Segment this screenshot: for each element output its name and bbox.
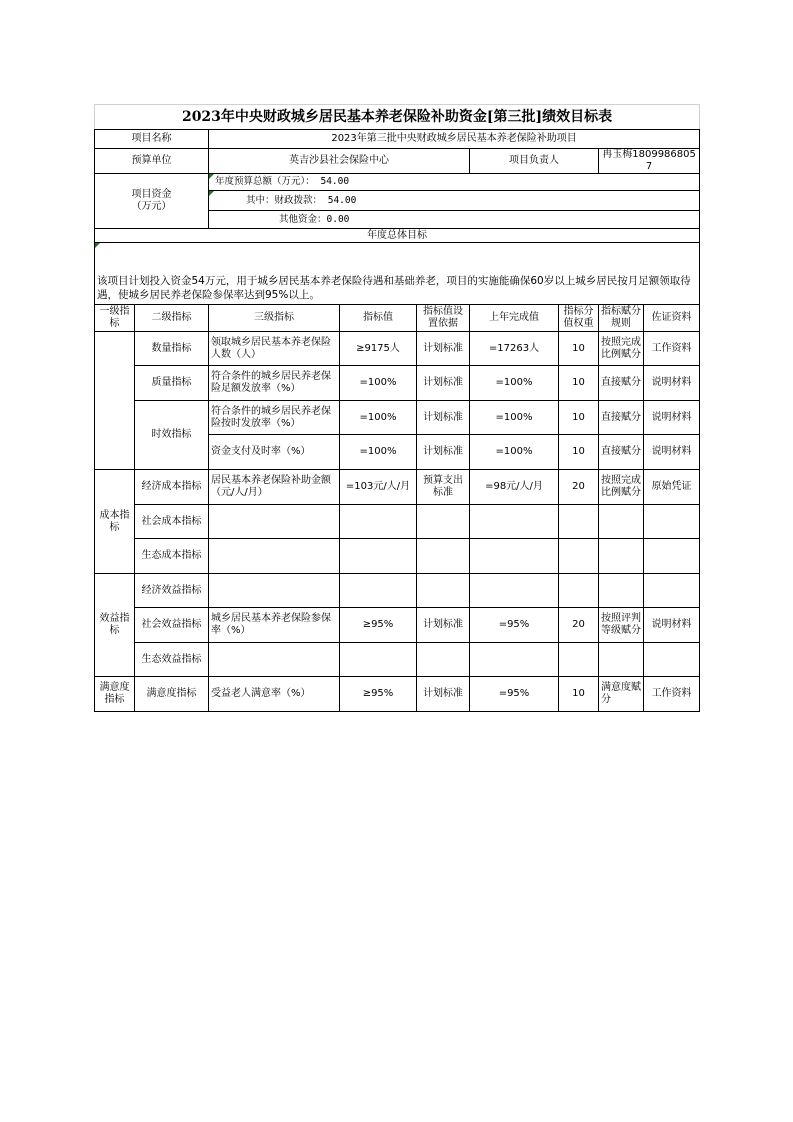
- empty-cell: [470, 643, 559, 677]
- indicator-name: 城乡居民基本养老保险参保率（%）: [209, 608, 340, 643]
- indicator-name: 居民基本养老保险补助金额（元/人/月）: [209, 470, 340, 505]
- header-level2: 二级指标: [135, 305, 209, 332]
- annual-goal-text-cell: [95, 243, 700, 305]
- level2-social-cost: 社会成本指标: [135, 505, 209, 539]
- empty-cell: [209, 505, 340, 539]
- empty-cell: [559, 574, 599, 608]
- header-value: 指标值: [340, 305, 417, 332]
- cell-comment-marker: [209, 191, 214, 196]
- level2-econ-benefit: 经济效益指标: [135, 574, 209, 608]
- indicator-weight: 10: [559, 332, 599, 366]
- header-last-year: 上年完成值: [470, 305, 559, 332]
- empty-cell: [599, 643, 644, 677]
- indicator-value: =100%: [340, 435, 417, 470]
- indicator-rule: 按照完成比例赋分: [599, 332, 644, 366]
- level1-benefit: 效益指标: [95, 574, 135, 677]
- indicator-last-year: =95%: [470, 608, 559, 643]
- empty-cell: [559, 505, 599, 539]
- performance-table: [94, 104, 700, 712]
- indicator-basis: 计划标准: [417, 332, 470, 366]
- indicator-basis: 计划标准: [417, 435, 470, 470]
- indicator-value: ≥95%: [340, 608, 417, 643]
- indicator-name: 符合条件的城乡居民养老保险足额发放率（%）: [209, 366, 340, 401]
- indicator-value: =103元/人/月: [340, 470, 417, 505]
- indicator-last-year: =95%: [470, 677, 559, 712]
- empty-cell: [340, 539, 417, 574]
- project-owner-label: 项目负责人: [470, 149, 599, 174]
- budget-unit-label: 预算单位: [95, 149, 209, 174]
- funds-fiscal-row: [209, 191, 700, 211]
- indicator-basis: 计划标准: [417, 608, 470, 643]
- empty-cell: [209, 574, 340, 608]
- header-basis: 指标值设置依据: [417, 305, 470, 332]
- funds-total-row: [209, 174, 700, 191]
- indicator-name: 资金支付及时率（%）: [209, 435, 340, 470]
- empty-cell: [559, 539, 599, 574]
- level1-satisfaction: 满意度指标: [95, 677, 135, 712]
- indicator-value: ≥9175人: [340, 332, 417, 366]
- indicator-value: =100%: [340, 401, 417, 435]
- empty-cell: [209, 643, 340, 677]
- indicator-rule: 满意度赋分: [599, 677, 644, 712]
- funds-fiscal: 其中：财政拨款： 54.00: [246, 194, 357, 206]
- cell-comment-marker: [209, 174, 214, 179]
- level2-timeliness: 时效指标: [135, 401, 209, 470]
- indicator-last-year: =98元/人/月: [470, 470, 559, 505]
- indicator-rule: 按照完成比例赋分: [599, 470, 644, 505]
- indicator-evidence: 工作资料: [644, 332, 700, 366]
- indicator-value: =100%: [340, 366, 417, 401]
- indicator-last-year: =100%: [470, 401, 559, 435]
- performance-target-sheet: [94, 104, 699, 712]
- empty-cell: [417, 505, 470, 539]
- funds-total: 年度预算总额（万元）： 54.00: [215, 176, 350, 187]
- indicator-last-year: =100%: [470, 366, 559, 401]
- empty-cell: [599, 574, 644, 608]
- empty-cell: [470, 505, 559, 539]
- level2-eco-cost: 生态成本指标: [135, 539, 209, 574]
- indicator-last-year: =100%: [470, 435, 559, 470]
- project-name-label: 项目名称: [95, 130, 209, 149]
- empty-cell: [470, 539, 559, 574]
- indicator-weight: 10: [559, 435, 599, 470]
- indicator-rule: 直接赋分: [599, 366, 644, 401]
- empty-cell: [644, 505, 700, 539]
- indicator-evidence: 说明材料: [644, 401, 700, 435]
- level1-output: [95, 332, 135, 470]
- level2-quantity: 数量指标: [135, 332, 209, 366]
- indicator-basis: 计划标准: [417, 401, 470, 435]
- empty-cell: [599, 505, 644, 539]
- indicator-rule: 直接赋分: [599, 401, 644, 435]
- cell-comment-marker: [95, 243, 100, 248]
- level2-econ-cost: 经济成本指标: [135, 470, 209, 505]
- indicator-weight: 10: [559, 366, 599, 401]
- project-funds-label: 项目资金 （万元）: [95, 174, 209, 229]
- empty-cell: [340, 505, 417, 539]
- annual-goal-label: 年度总体目标: [95, 229, 700, 243]
- level1-cost: 成本指标: [95, 470, 135, 574]
- annual-goal-text: 该项目计划投入资金54万元，用于城乡居民基本养老保险待遇和基础养老，项目的实施能确保60岁以上城乡居民按月足额领取待遇，使城乡居民养老保险参保率达到95%以上。: [97, 275, 691, 301]
- empty-cell: [417, 574, 470, 608]
- page-title: 2023年中央财政城乡居民基本养老保险补助资金[第三批]绩效目标表: [95, 105, 700, 130]
- funds-other-row: [209, 211, 700, 229]
- empty-cell: [417, 643, 470, 677]
- indicator-basis: 计划标准: [417, 677, 470, 712]
- empty-cell: [340, 643, 417, 677]
- empty-cell: [340, 574, 417, 608]
- indicator-rule: 按照评判等级赋分: [599, 608, 644, 643]
- project-owner: 冉玉梅18099868057: [599, 149, 700, 174]
- level2-social-benefit: 社会效益指标: [135, 608, 209, 643]
- indicator-weight: 20: [559, 608, 599, 643]
- indicator-basis: 计划标准: [417, 366, 470, 401]
- indicator-name: 受益老人满意率（%）: [209, 677, 340, 712]
- header-level3: 三级指标: [209, 305, 340, 332]
- indicator-weight: 10: [559, 401, 599, 435]
- indicator-evidence: 说明材料: [644, 435, 700, 470]
- indicator-evidence: 说明材料: [644, 608, 700, 643]
- indicator-value: ≥95%: [340, 677, 417, 712]
- empty-cell: [644, 539, 700, 574]
- level2-eco-benefit: 生态效益指标: [135, 643, 209, 677]
- indicator-weight: 20: [559, 470, 599, 505]
- funds-other: 其他资金：0.00: [279, 213, 350, 225]
- indicator-basis: 预算支出标准: [417, 470, 470, 505]
- indicator-evidence: 原始凭证: [644, 470, 700, 505]
- indicator-name: 符合条件的城乡居民养老保险按时发放率（%）: [209, 401, 340, 435]
- indicator-evidence: 说明材料: [644, 366, 700, 401]
- indicator-evidence: 工作资料: [644, 677, 700, 712]
- indicator-last-year: =17263人: [470, 332, 559, 366]
- header-rule: 指标赋分规则: [599, 305, 644, 332]
- header-evidence: 佐证资料: [644, 305, 700, 332]
- level2-quality: 质量指标: [135, 366, 209, 401]
- project-name: 2023年第三批中央财政城乡居民基本养老保险补助项目: [209, 130, 700, 149]
- level2-satisfaction: 满意度指标: [135, 677, 209, 712]
- budget-unit: 英吉沙县社会保险中心: [209, 149, 470, 174]
- indicator-weight: 10: [559, 677, 599, 712]
- empty-cell: [470, 574, 559, 608]
- indicator-rule: 直接赋分: [599, 435, 644, 470]
- empty-cell: [209, 539, 340, 574]
- header-weight: 指标分值权重: [559, 305, 599, 332]
- empty-cell: [644, 574, 700, 608]
- empty-cell: [559, 643, 599, 677]
- indicator-name: 领取城乡居民基本养老保险人数（人）: [209, 332, 340, 366]
- empty-cell: [417, 539, 470, 574]
- header-level1: 一级指标: [95, 305, 135, 332]
- empty-cell: [644, 643, 700, 677]
- empty-cell: [599, 539, 644, 574]
